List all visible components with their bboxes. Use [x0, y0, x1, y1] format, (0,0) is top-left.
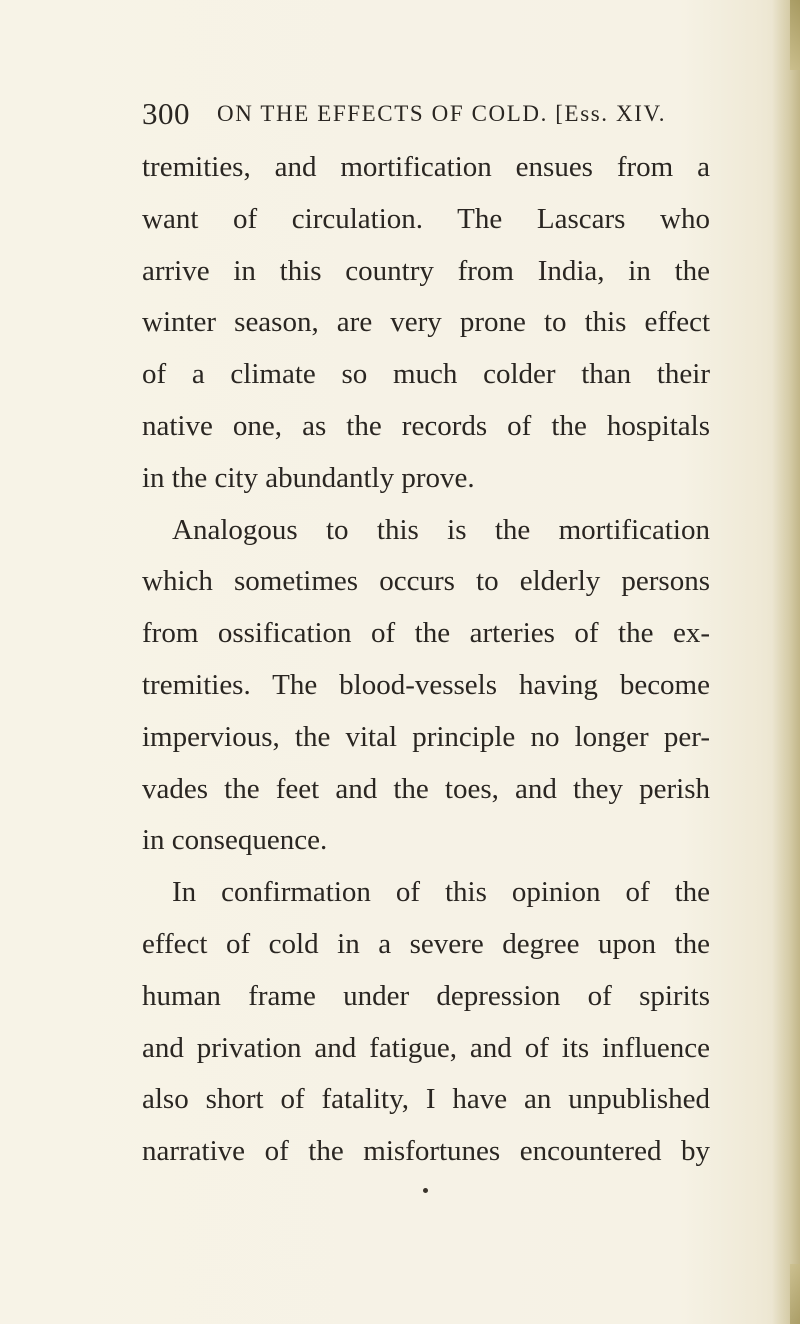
text-line: in consequence.	[142, 824, 328, 857]
page-number: 300	[142, 96, 190, 131]
text-line: in the city abundantly prove.	[142, 461, 475, 494]
text-line: vades the feet and the toes, and they perish	[142, 772, 710, 805]
text-line: effect of cold in a severe degree upon the	[142, 927, 710, 960]
page-edge-shadow	[772, 0, 800, 1324]
text-line: tremities. The blood-vessels having become	[142, 668, 710, 701]
text-line: narrative of the misfortunes encountered by	[142, 1135, 710, 1168]
text-line: and privation and fatigue, and of its influence	[142, 1031, 710, 1064]
page-edge-mark-top	[790, 0, 800, 70]
running-title: ON THE EFFECTS OF COLD. [Ess. XIV.	[217, 101, 667, 126]
text-line: from ossification of the arteries of the ex-	[142, 617, 710, 650]
text-line: human frame under depression of spirits	[142, 979, 710, 1012]
paragraph-start-line: Analogous to this is the mortification	[172, 513, 710, 546]
text-line: want of circulation. The Lascars who	[142, 202, 710, 235]
signature-mark	[423, 1188, 428, 1193]
page-edge-mark-bottom	[790, 1264, 800, 1324]
body-text	[142, 142, 710, 1178]
text-line: arrive in this country from India, in the	[142, 254, 710, 287]
text-line: winter season, are very prone to this effect	[142, 306, 710, 339]
text-line: also short of fatality, I have an unpublished	[142, 1083, 710, 1116]
text-line: tremities, and mortification ensues from a	[142, 151, 710, 183]
text-line: native one, as the records of the hospitals	[142, 409, 710, 442]
text-line: of a climate so much colder than their	[142, 358, 710, 391]
text-line: which sometimes occurs to elderly persons	[142, 565, 710, 598]
paragraph-start-line: In confirmation of this opinion of the	[172, 876, 710, 909]
text-line: impervious, the vital principle no longer per-	[142, 720, 710, 753]
running-head	[142, 96, 710, 136]
